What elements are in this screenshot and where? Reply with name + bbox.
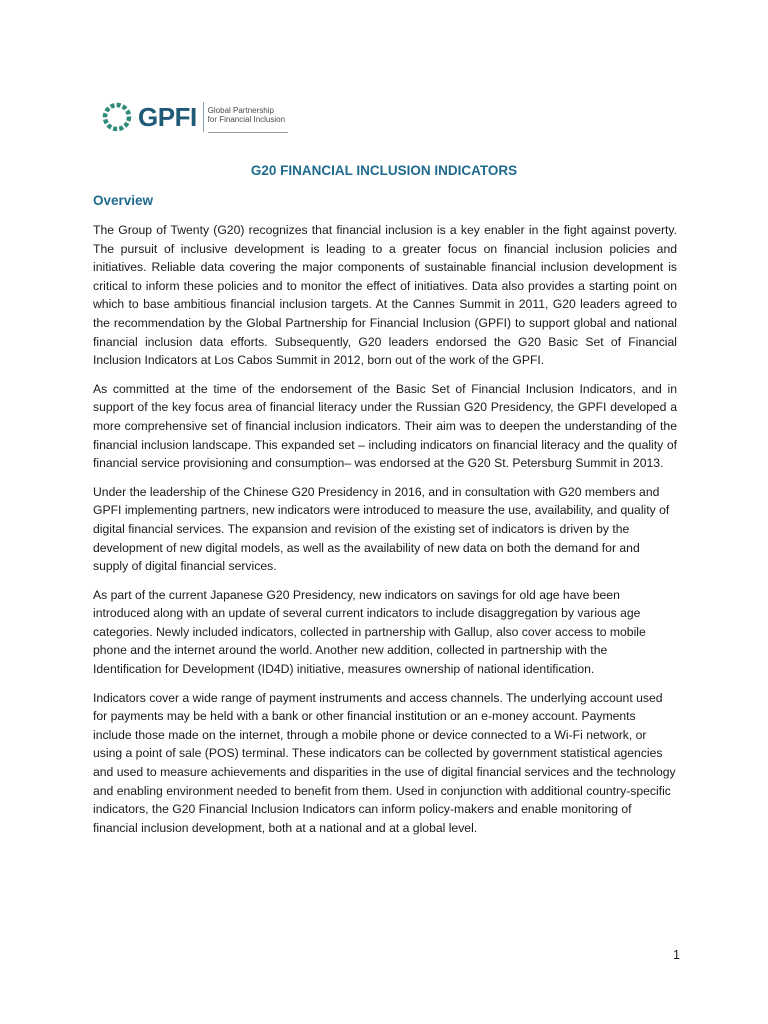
section-heading-overview: Overview [93,193,154,208]
logo-subtitle [208,106,288,133]
logo-subtitle-line2: for Financial Inclusion [207,114,286,124]
paragraph-5: Indicators cover a wide range of payment instruments and access channels. The underlying account used for payments may be held with a bank or other financial institution or an e-money account. Payments include those made on the internet, through a mobile phone or device connected to a Wi-Fi network, or using a point of sale (POS) terminal. These indicators can be collected by government statistical agencies and used to measure achievements and disparities in the use of digital financial services and the technology and enabling environment needed to benefit from them. Used in conjunction with additional country-specific indicators, the G20 Financial Inclusion Indicators can inform policy-makers and enable monitoring of financial inclusion development, both at a national and at a global level. [93,690,676,835]
paragraph-4: As part of the current Japanese G20 Presidency, new indicators on savings for old age have been introduced along with an update of several current indicators to include disaggregation by various age categories. Newly included indicators, collected in partnership with Gallup, also cover access to mobile phone and the internet around the world. Another new addition, collected in partnership with the Identification for Development (ID4D) initiative, measures ownership of national identification. [93,587,646,677]
logo-subtitle-line1: Global Partnership [207,105,274,115]
paragraph-2: As committed at the time of the endorsement of the Basic Set of Financial Inclusion Indicators, and in support of the key focus area of financial literacy under the Russian G20 Presidency, the GPFI developed a more comprehensive set of financial inclusion indicators. Their aim was to deepen the understanding of the financial inclusion landscape. This expanded set – including indicators on financial literacy and the quality of financial service provisioning and consumption– was endorsed at the G20 St. Petersburg Summit in 2013. [93,381,677,471]
gpfi-ring-logo-icon [100,100,134,134]
paragraph-1: The Group of Twenty (G20) recognizes that financial inclusion is a key enabler in the fight against poverty. The pursuit of inclusive development is leading to a greater focus on financial inclusion policies and initiatives. Reliable data covering the major components of sustainable financial inclusion development is critical to inform these policies and to monitor the effect of initiatives. Data also provides a starting point on which to base ambitious financial inclusion targets. At the Cannes Summit in 2011, G20 leaders agreed to the recommendation by the Global Partnership for Financial Inclusion (GPFI) to support global and national financial inclusion data efforts. Subsequently, G20 leaders endorsed the G20 Basic Set of Financial Inclusion Indicators at Los Cabos Summit in 2012, born out of the work of the GPFI. [93,223,677,368]
paragraph-3: Under the leadership of the Chinese G20 Presidency in 2016, and in consultation with G20 members and GPFI implementing partners, new indicators were introduced to measure the use, availability, and quality of digital financial services. The expansion and revision of the existing set of indicators is driven by the development of new digital models, as well as the availability of new data on both the demand for and supply of digital financial services. [93,484,670,574]
gpfi-logo [100,95,288,139]
document-title: G20 FINANCIAL INCLUSION INDICATORS [250,163,518,178]
logo-divider [203,102,204,132]
page-number: 1 [673,948,680,962]
logo-brand-text: GPFI [138,101,197,132]
body-text [93,221,677,847]
